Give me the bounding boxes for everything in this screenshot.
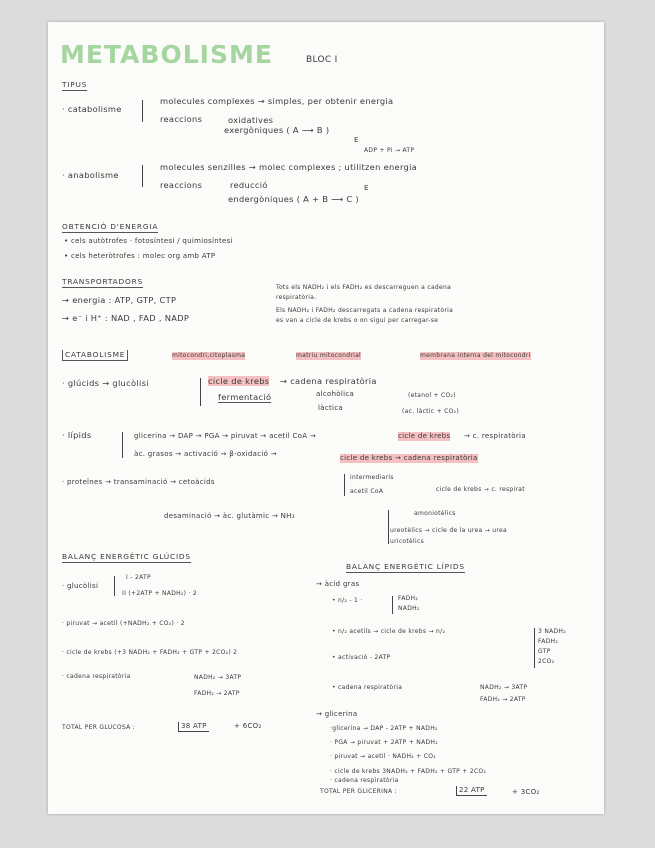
total-glicerina-atp: 22 ATP (456, 786, 487, 796)
catabolisme-line1: molecules complexes → simples, per obtenir energia (160, 96, 394, 106)
tipus-heading: TIPUS (62, 80, 88, 89)
balanc-piruvat: · piruvat → acetil (+NADH₂ + CO₂) · 2 (62, 620, 185, 627)
brace (142, 100, 143, 122)
proteines-amoniotelics: amoniotèlics (414, 510, 456, 517)
total-glucosa-label: TOTAL PER GLUCOSA : (62, 724, 136, 731)
glicerina-line4: · cicle de krebs 3NADH₂ + FADH₂ + GTP + 2CO₂ (330, 768, 487, 775)
location-tag-2: matriu mitocondrial (296, 352, 362, 359)
catabolisme-oxidatives: oxidatives (228, 115, 274, 125)
lipids-n2-fadh: FADH₂ (398, 595, 419, 602)
glucids-label: · glúcids → glucòlisi (62, 378, 149, 388)
anabolisme-endergoniques: endergòniques ( A + B ⟶ C ) (228, 194, 359, 204)
obtencio-line2: • cels heteròtrofes : molec org amb ATP (64, 252, 216, 260)
bloc-label: BLOC I (306, 55, 338, 65)
lipids-cadena-fadh: FADH₂ → 2ATP (480, 696, 526, 703)
cadena-fadh: FADH₂ → 2ATP (194, 690, 240, 697)
transportadors-note1: Tots els NADH₂ i els FADH₂ es descarreguen a cadena (276, 284, 452, 291)
lipids-line1a: glicerina → DAP → PGA → piruvat → acetil CoA → (134, 432, 317, 440)
brace (534, 628, 535, 668)
location-tag-1: mitocondri,citoplasma (172, 352, 246, 359)
anabolisme-label: · anabolisme (62, 170, 119, 180)
page-title: METABOLISME (60, 40, 273, 69)
brace (122, 432, 123, 458)
proteines-uricotelics: uricotèlics (390, 538, 425, 545)
glicerina-line1: ·glicerina → DAP - 2ATP + NADH₂ (330, 725, 438, 732)
glicerina-line2: · PGA → piruvat + 2ATP + NADH₂ (330, 739, 438, 746)
transportadors-note3: Els NADH₂ i FADH₂ descarregats a cadena respiratòria (276, 307, 454, 314)
lipids-line1-krebs: cicle de krebs (398, 432, 451, 440)
energy-symbol: E (354, 136, 359, 144)
lipids-line2b: cicle de krebs → cadena respiratòria (340, 454, 478, 462)
total-glucosa-atp: 38 ATP (178, 722, 209, 732)
obtencio-heading: OBTENCIÓ D'ENERGIA (62, 222, 159, 231)
krebs-gtp: GTP (538, 648, 551, 655)
glucids-cadena: → cadena respiratòria (280, 376, 377, 386)
lipids-glicerina: → glicerina (316, 710, 358, 718)
catabolisme-exergoniques: exergòniques ( A ⟶ B ) (224, 125, 330, 135)
glucids-krebs: cicle de krebs (208, 376, 270, 386)
energy-symbol: E (364, 184, 369, 192)
location-tag-3: membrana interna del mitocondri (420, 352, 531, 359)
balanc-lipids-heading: BALANÇ ENERGÈTIC LÍPIDS (346, 562, 465, 571)
transportadors-line2: → e⁻ i H⁺ : NAD , FAD , NADP (62, 313, 190, 323)
anabolisme-reaccions: reaccions (160, 180, 203, 190)
ferm-lactica: làctica (318, 404, 344, 412)
ferm-alcoholica-products: (etanol + CO₂) (408, 392, 456, 399)
total-glicerina-label: TOTAL PER GLICERINA : (320, 788, 397, 795)
glucids-fermentacio: fermentació (218, 392, 272, 402)
lipids-activacio: • activació - 2ATP (332, 654, 391, 661)
krebs-nadh: 3 NADH₂ (538, 628, 566, 635)
cadena-nadh: NADH₂ → 3ATP (194, 674, 242, 681)
total-glucosa-co2: + 6CO₂ (234, 722, 262, 730)
proteines-desaminacio: desaminació → àc. glutàmic → NH₃ (164, 512, 295, 520)
brace (200, 378, 201, 406)
brace (142, 165, 143, 187)
balanc-glucolisi: · glucòlisi (62, 582, 99, 590)
lipids-label: · lípids (62, 430, 92, 440)
transportadors-heading: TRANSPORTADORS (62, 277, 144, 286)
brace (388, 510, 389, 544)
glicerina-line3: · piruvat → acetil · NADH₂ + CO₂ (330, 753, 436, 760)
anabolisme-line1: molecules senzilles → molec complexes ; utilitzen energia (160, 162, 418, 172)
transportadors-note4: es van a cicle de krebs o on sigui per carregar-se (276, 317, 439, 324)
atp-formation: ADP + Pi → ATP (364, 147, 415, 154)
anabolisme-reduccio: reducció (230, 180, 268, 190)
lipids-cadena-nadh: NADH₂ → 3ATP (480, 684, 528, 691)
proteines-ureotelics: ureotèlics → cicle de la urea → urea (390, 527, 507, 534)
balanc-krebs: · cicle de krebs (+3 NADH₂ + FADH₂ + GTP + 2CO₂) 2 (62, 649, 238, 656)
total-glicerina-co2: + 3CO₂ (512, 788, 540, 796)
krebs-fadh: FADH₂ (538, 638, 559, 645)
catabolisme-label: · catabolisme (62, 104, 122, 114)
lipids-acid-gras: → àcid gras (316, 580, 360, 588)
ferm-lactica-products: (ac. làctic + CO₂) (402, 408, 459, 415)
lipids-cadena: • cadena respiratòria (332, 684, 403, 691)
glucolisi-phase2: II (+2ATP + NADH₂) · 2 (122, 590, 198, 597)
krebs-co2: 2CO₂ (538, 658, 555, 665)
transportadors-note2: respiratòria. (276, 294, 317, 301)
catabolisme-reaccions: reaccions (160, 114, 203, 124)
brace (344, 474, 345, 496)
transportadors-line1: → energia : ATP, GTP, CTP (62, 295, 177, 305)
balanc-glucids-heading: BALANÇ ENERGÈTIC GLÚCIDS (62, 552, 191, 561)
lipids-n2: • n/₂ - 1 · (332, 597, 363, 604)
catabolisme-heading: CATABOLISME (62, 350, 128, 361)
proteines-krebs: cicle de krebs → c. respirat (436, 486, 525, 493)
lipids-n2-nadh: NADH₂ (398, 605, 420, 612)
obtencio-line1: • cels autòtrofes · fotosíntesi / quimiosíntesi (64, 237, 233, 245)
glicerina-line5: · cadena respiratòria (330, 777, 399, 784)
balanc-cadena: · cadena respiratòria (62, 673, 131, 680)
glucolisi-phase1: I - 2ATP (126, 574, 151, 581)
brace (392, 596, 393, 614)
lipids-acetils: • n/₂ acetils → cicle de krebs → n/₂ (332, 628, 446, 635)
proteines-label: · proteïnes → transaminació → cetoàcids (62, 478, 215, 486)
notes-page (48, 22, 604, 814)
lipids-line1c: → c. respiratòria (464, 432, 526, 440)
ferm-alcoholica: alcohòlica (316, 390, 355, 398)
proteines-acetil: acetil CoA (350, 488, 384, 495)
lipids-line2a: àc. grasos → activació → β-oxidació → (134, 450, 277, 458)
brace (114, 576, 115, 596)
proteines-intermediaris: intermediaris (350, 474, 394, 481)
